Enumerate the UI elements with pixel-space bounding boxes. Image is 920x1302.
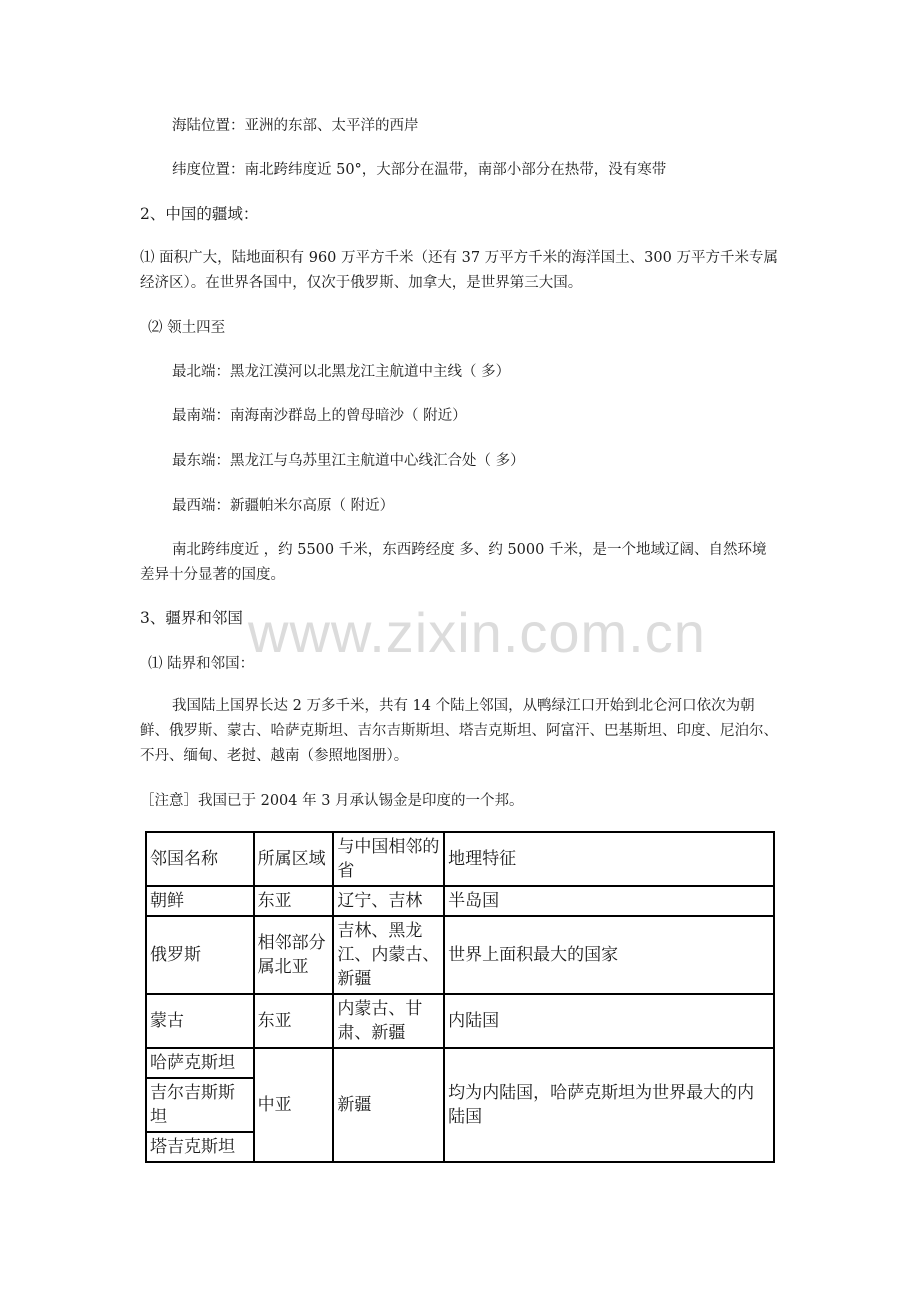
table-row-central-asia [146,1048,774,1162]
neighbor-name: 塔吉克斯坦 [150,1137,235,1157]
neighbor-provinces: 吉林、黑龙江、内蒙古、新疆 [333,916,444,994]
neighbor-feature: 内陆国 [444,994,774,1048]
latitude-position: 纬度位置：南北跨纬度近 50°，大部分在温带，南部小部分在热带，没有寒带 [172,162,667,178]
extremes-title: ⑵ 领土四至 [148,320,226,336]
neighbor-provinces: 内蒙古、甘肃、新疆 [333,994,444,1048]
table-header-row [146,832,774,886]
neighbor-provinces: 辽宁、吉林 [333,886,444,916]
table-row [146,916,774,994]
neighbor-name: 蒙古 [146,994,254,1048]
neighbor-name: 哈萨克斯坦 [147,1049,253,1079]
sea-land-position: 海陆位置：亚洲的东部、太平洋的西岸 [172,118,419,134]
header-cell: 所属区域 [254,832,334,886]
east-extreme: 最东端：黑龙江与乌苏里江主航道中心线汇合处（ 多） [172,453,525,469]
watermark: www.zixin.com.cn [248,601,706,664]
land-border-paragraph: 我国陆上国界长达 2 万多千米，共有 14 个陆上邻国，从鸭绿江口开始到北仑河口依次为朝鲜、俄罗斯、蒙古、哈萨克斯坦、吉尔吉斯斯坦、塔吉克斯坦、阿富汗、巴基斯坦、印度、尼泊尔、不丹、缅甸、老挝、越南（参照地图册）。 [140,698,778,764]
area-paragraph: ⑴ 面积广大，陆地面积有 960 万平方千米（还有 37 万平方千米的海洋国土、300 万平方千米专属经济区）。在世界各国中，仅次于俄罗斯、加拿大，是世界第三大国。 [140,250,778,291]
neighbor-region: 东亚 [254,994,334,1048]
header-cell: 与中国相邻的省 [333,832,444,886]
neighbor-region: 东亚 [254,886,334,916]
land-border-title: ⑴ 陆界和邻国： [148,656,255,672]
header-cell: 地理特征 [444,832,774,886]
north-extreme: 最北端：黑龙江漠河以北黑龙江主航道中主线（ 多） [172,364,511,380]
neighbor-region: 中亚 [254,1048,334,1162]
table-row [146,994,774,1048]
neighbor-provinces: 新疆 [333,1048,444,1162]
south-extreme: 最南端：南海南沙群岛上的曾母暗沙（ 附近） [172,408,467,424]
neighbor-name: 俄罗斯 [146,916,254,994]
neighbor-feature: 均为内陆国，哈萨克斯坦为世界最大的内陆国 [444,1048,774,1162]
west-extreme: 最西端：新疆帕米尔高原（ 附近） [172,498,395,514]
neighbor-feature: 半岛国 [444,886,774,916]
neighbor-feature: 世界上面积最大的国家 [444,916,774,994]
central-asia-names [146,1048,254,1162]
neighbor-name: 吉尔吉斯斯坦 [147,1079,253,1133]
neighbors-table [145,831,775,1163]
section-3-heading: 3、疆界和邻国 [140,609,243,627]
note: ［注意］我国已于 2004 年 3 月承认锡金是印度的一个邦。 [140,793,524,809]
table-row [146,886,774,916]
neighbor-name: 朝鲜 [146,886,254,916]
header-cell: 邻国名称 [146,832,254,886]
section-2-heading: 2、中国的疆域： [140,205,259,223]
neighbor-region: 相邻部分属北亚 [254,916,334,994]
span-paragraph: 南北跨纬度近 ，约 5500 千米，东西跨经度 多、约 5000 千米，是一个地域辽阔、自然环境差异十分显著的国度。 [140,542,767,583]
